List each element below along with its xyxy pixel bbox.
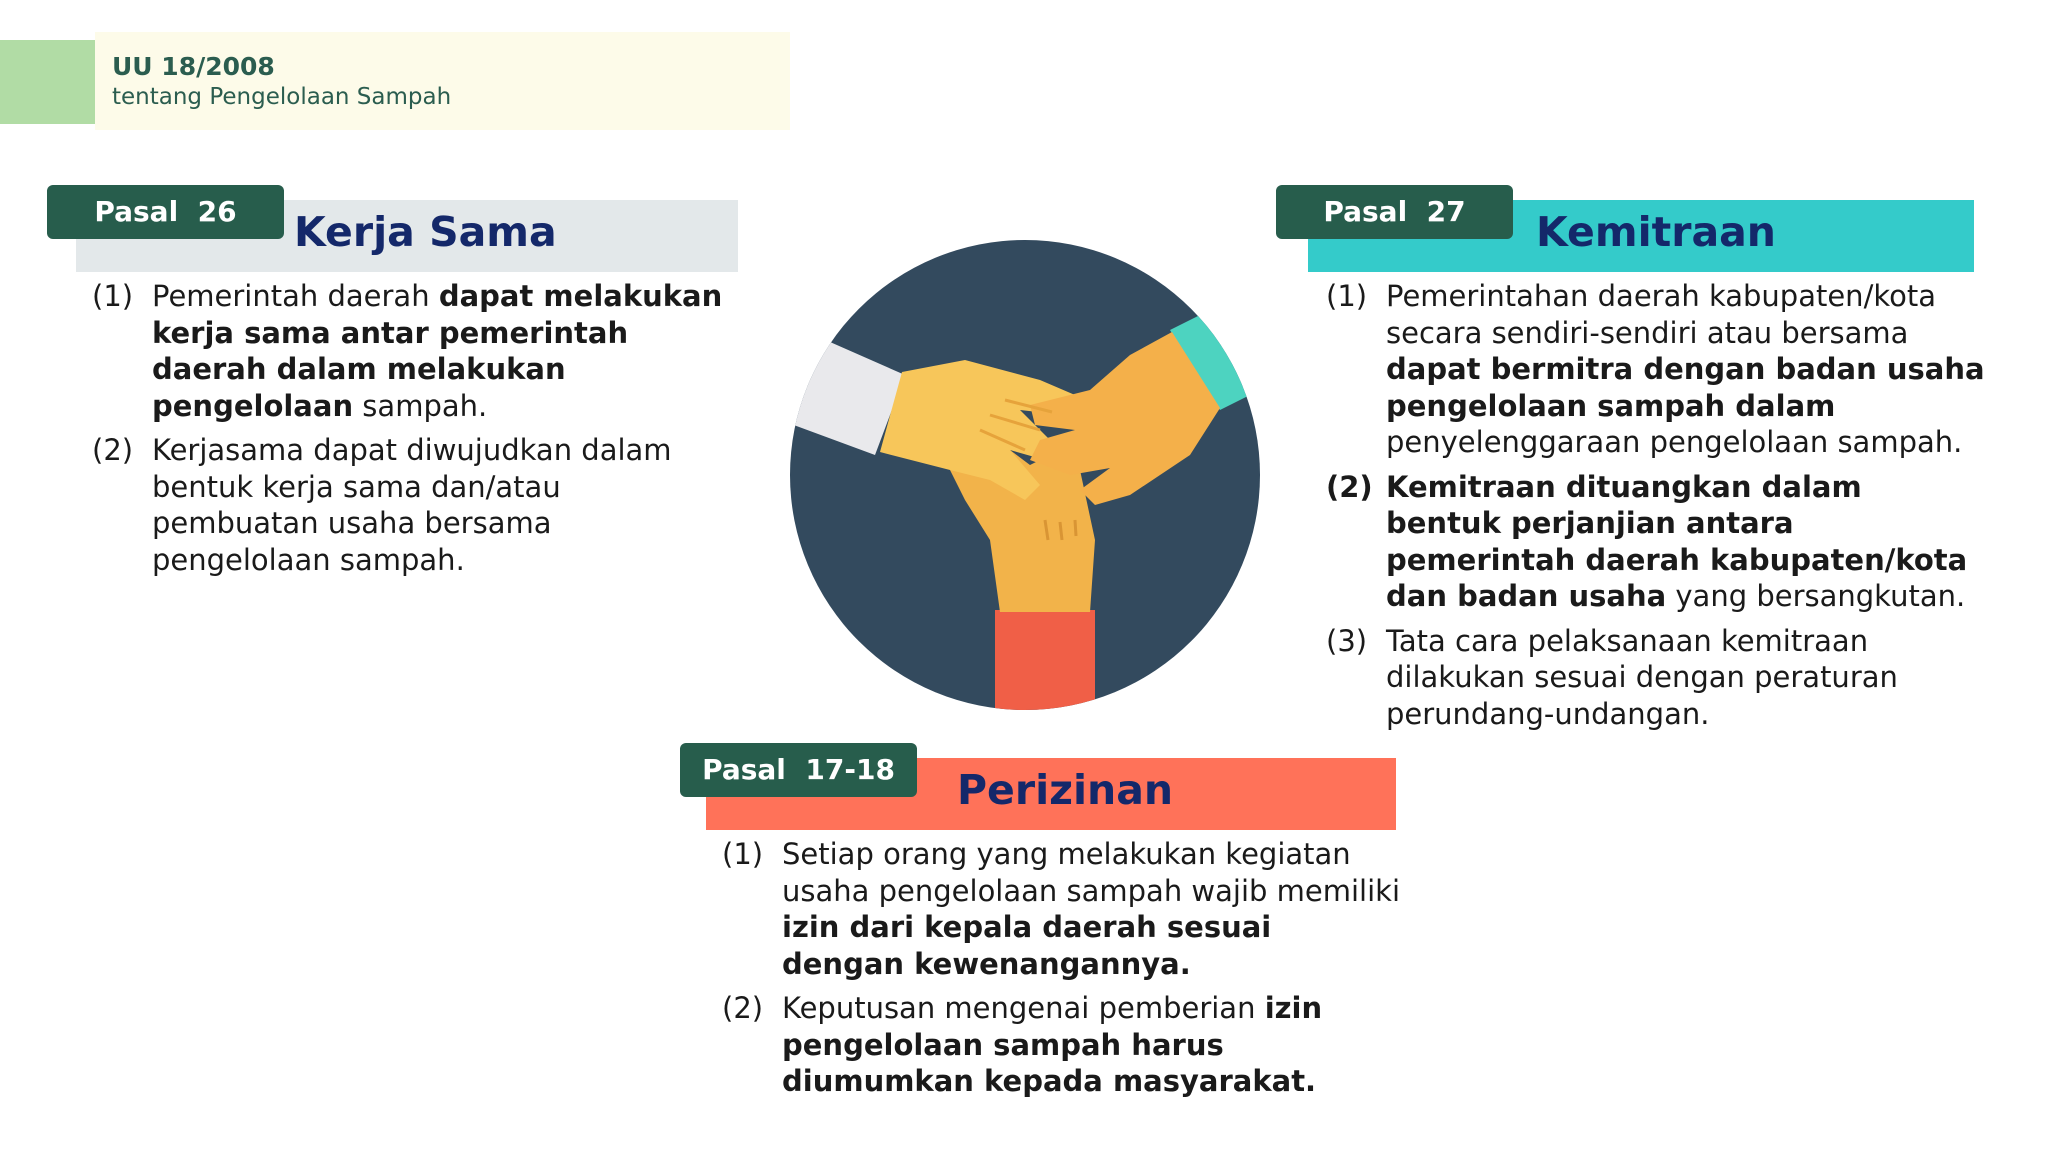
item-text-part: Pemerintah daerah [152,279,439,313]
item-text-bold: Kemitraan dituangkan dalam bentuk perjanjian antara pemerintah daerah kabupaten/kota dan badan usaha [1386,469,1968,613]
item-number: (2) [722,991,764,1025]
law-subtitle: tentang Pengelolaan Sampah [112,84,452,110]
perizinan-title: Perizinan [957,766,1174,814]
item-text-bold: izin pengelolaan sampah harus diumumkan kepada masyarakat. [782,991,1323,1098]
item-text [782,990,1402,1100]
pasal-26-tab: Pasal 26 [47,185,284,239]
item-text-bold: izin dari kepala daerah sesuai dengan kewenangannya. [782,910,1272,981]
kerja-sama-title: Kerja Sama [294,208,557,256]
kemitraan-list [1326,278,1986,740]
kerja-sama-list [92,278,732,586]
bottom-cuff [995,610,1095,710]
item-number: (2) [92,433,134,467]
list-item [1326,278,1986,461]
item-text [152,278,732,424]
item-number: (1) [1326,279,1368,313]
list-item [722,990,1402,1100]
pasal-17-18-tab: Pasal 17-18 [680,743,917,797]
item-text-bold: dapat bermitra dengan badan usaha pengelolaan sampah dalam [1386,352,1985,423]
item-text [1386,623,1986,733]
item-number: (2) [1326,469,1373,504]
law-title: UU 18/2008 [112,52,275,81]
item-text-part: Tata cara pelaksanaan kemitraan dilakukan sesuai dengan peraturan perundang-undangan. [1386,623,1898,731]
list-item [1326,469,1986,615]
item-text [1386,469,1986,615]
list-item [722,836,1402,982]
header-accent-square [0,40,95,124]
item-text-bold: dapat melakukan kerja sama antar pemerintah daerah dalam melakukan pengelolaan [152,279,723,423]
item-text-part: penyelenggaraan pengelolaan sampah. [1386,425,1963,459]
item-number: (1) [92,279,134,313]
kemitraan-title: Kemitraan [1536,208,1776,256]
item-text-part: sampah. [353,388,488,423]
item-text-part: Kerjasama dapat diwujudkan dalam bentuk kerja sama dan/atau pembuatan usaha bersama pengelolaan sampah. [152,433,672,577]
pasal-27-tab: Pasal 27 [1276,185,1513,239]
item-text-part: Setiap orang yang melakukan kegiatan usaha pengelolaan sampah wajib memiliki [782,837,1401,908]
list-item [92,278,732,424]
header-box [95,32,790,130]
item-text-part: yang bersangkutan. [1666,579,1966,613]
perizinan-list [722,836,1402,1108]
list-item [92,432,732,578]
item-text-part: Keputusan mengenai pemberian [782,991,1265,1025]
handshake-icon [790,240,1260,710]
item-text-part: Pemerintahan daerah kabupaten/kota secara sendiri-sendiri atau bersama [1386,279,1936,350]
item-number: (1) [722,837,764,871]
list-item [1326,623,1986,733]
item-number: (3) [1326,623,1368,658]
item-text [152,432,732,578]
item-text [782,836,1402,982]
item-text [1386,278,1986,461]
